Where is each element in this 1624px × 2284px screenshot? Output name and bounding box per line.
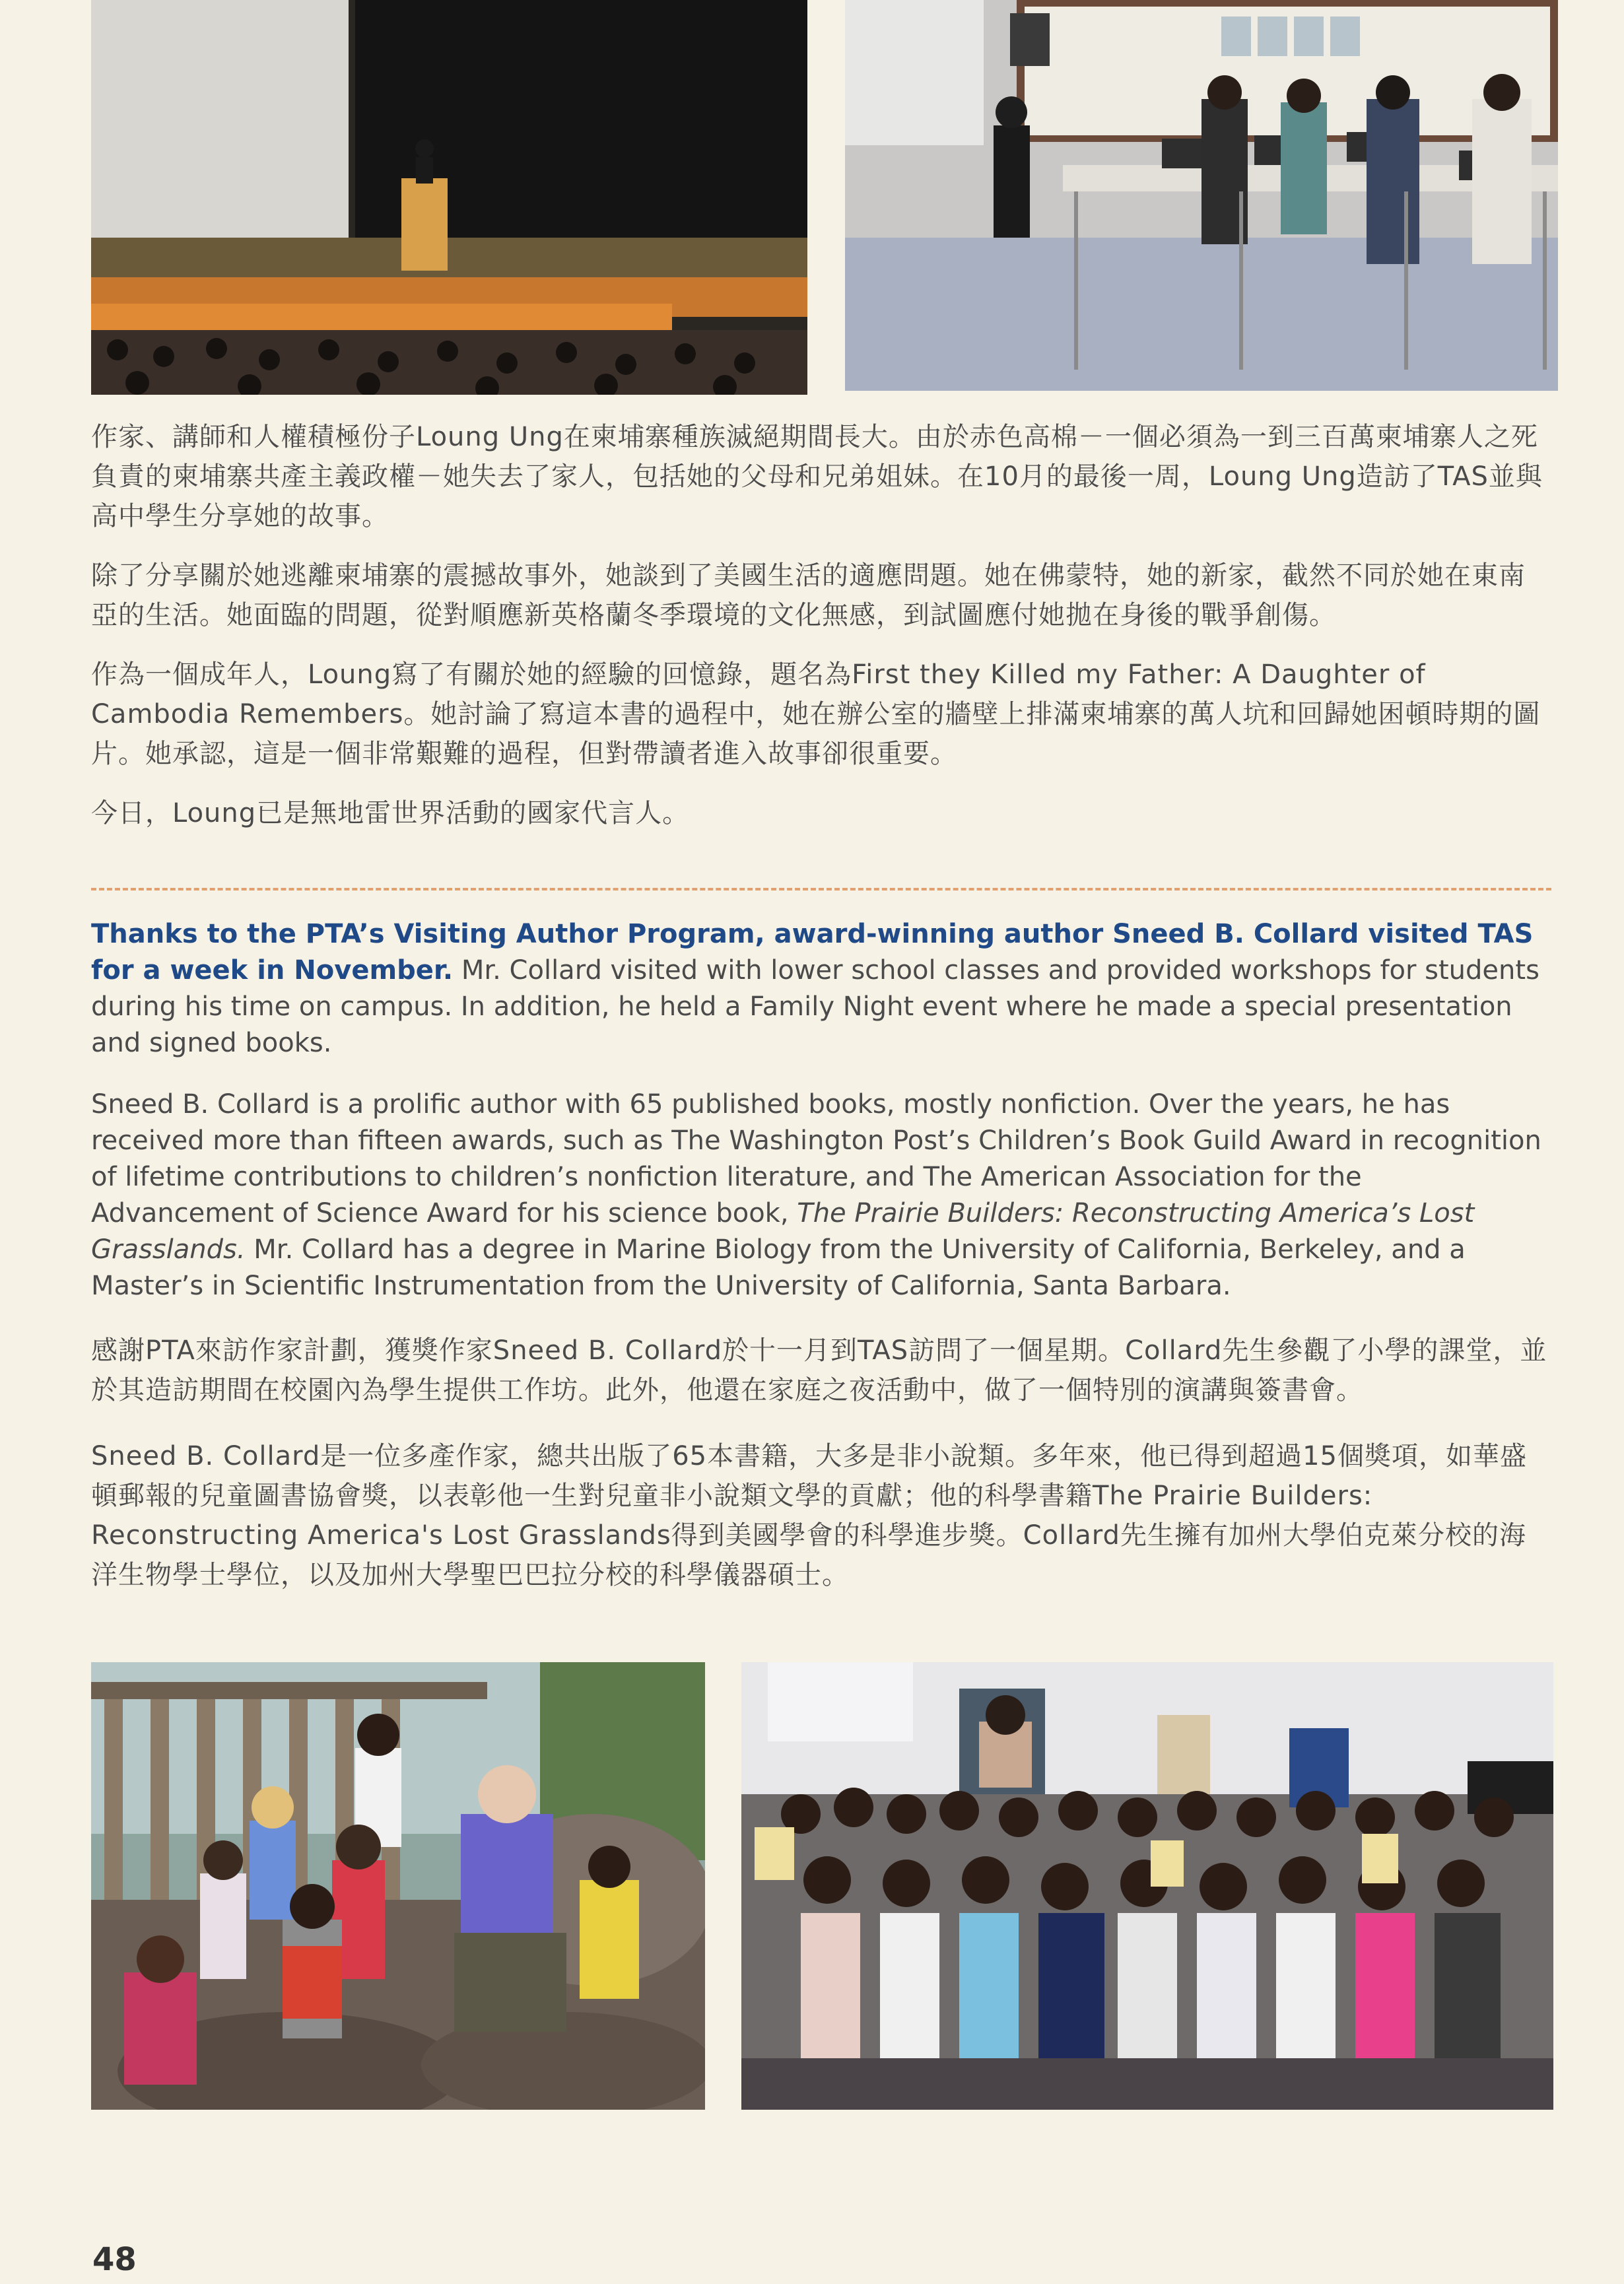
paragraph-cn-1: 作家、講師和人權積極份子Loung Ung在柬埔寨種族滅絕期間長大。由於赤色高棉－一個必須為一到三百萬柬埔寨人之死負責的柬埔寨共產主義政權－她失去了家人，包括她的父母和兄弟姐妹。在10月的最後一周，Loung Ung造訪了TAS並與高中學生分享她的故事。 [91,422,1543,531]
paragraph-en-2-a: Sneed B. Collard is a prolific author with 65 published books, mostly nonfiction. Over the years, he has received more than fifteen awards, such as The Washington Post’s Children’s Book Guild Award in recognition of lifetime contributions to children’s nonfiction literature, and The American Association for the Advancement of Science Award for his science book, [91,1089,1541,1228]
section-divider [91,888,1551,890]
book-title: The Prairie Builders: Reconstructing America’s Lost Grasslands. [91,1198,1475,1265]
paragraph-cn-5: 感謝PTA來訪作家計劃，獲獎作家Sneed B. Collard於十一月到TAS訪問了一個星期。Collard先生參觀了小學的課堂，並於其造訪期間在校園內為學生提供工作坊。此外，他還在家庭之夜活動中，做了一個特別的演講與簽書會。 [91,1335,1547,1405]
loung-ung-article-cn [91,417,1551,833]
photo-author-with-children-outdoors [91,1662,705,2110]
paragraph-en-2 [91,1087,1551,1304]
photo-classroom-discussion [845,0,1558,391]
paragraph-cn-3: 作為一個成年人，Loung寫了有關於她的經驗的回憶錄，題名為First they Killed my Father: A Daughter of Cambodia Remembers。她討論了寫這本書的過程中，她在辦公室的牆壁上排滿柬埔寨的萬人坑和回歸她困頓時期的圖片。她承認，這是一個非常艱難的過程，但對帶讀者進入故事卻很重要。 [91,659,1541,769]
paragraph-en-2-b: Mr. Collard has a degree in Marine Biology from the University of California, Berkeley, and a Master’s in Scientific Instrumentation from the University of California, Santa Barbara. [91,1234,1466,1301]
photo-auditorium-speaker [91,0,807,395]
paragraph-cn-2: 除了分享關於她逃離柬埔寨的震撼故事外，她談到了美國生活的適應問題。她在佛蒙特，她的新家，截然不同於她在東南亞的生活。她面臨的問題，從對順應新英格蘭冬季環境的文化無感，到試圖應付她拋在身後的戰爭創傷。 [91,560,1526,630]
paragraph-cn-4: 今日，Loung已是無地雷世界活動的國家代言人。 [91,798,690,828]
paragraph-cn-6: Sneed B. Collard是一位多產作家，總共出版了65本書籍，大多是非小說類。多年來，他已得到超過15個獎項，如華盛頓郵報的兒童圖書協會獎，以表彰他一生對兒童非小說類文學的貢獻；他的科學書籍The Prairie Builders: Reconstructing America's Lost Grasslands得到美國學會的科學進步獎。Collard先生擁有加州大學伯克萊分校的海洋生物學士學位，以及加州大學聖巴巴拉分校的科學儀器碩士。 [91,1441,1528,1590]
page-number: 48 [92,2241,137,2278]
collard-article [91,916,1551,1595]
paragraph-en-1-rest: Mr. Collard visited with lower school classes and provided workshops for students during his time on campus. In addition, he held a Family Night event where he made a special presentation and signed books. [91,955,1539,1058]
paragraph-en-1 [91,916,1551,1061]
paragraph-en-1-lead: Thanks to the PTA’s Visiting Author Program, award-winning author Sneed B. Collard visited TAS for a week in November. [91,919,1534,986]
photo-group-students-with-books [741,1662,1553,2110]
